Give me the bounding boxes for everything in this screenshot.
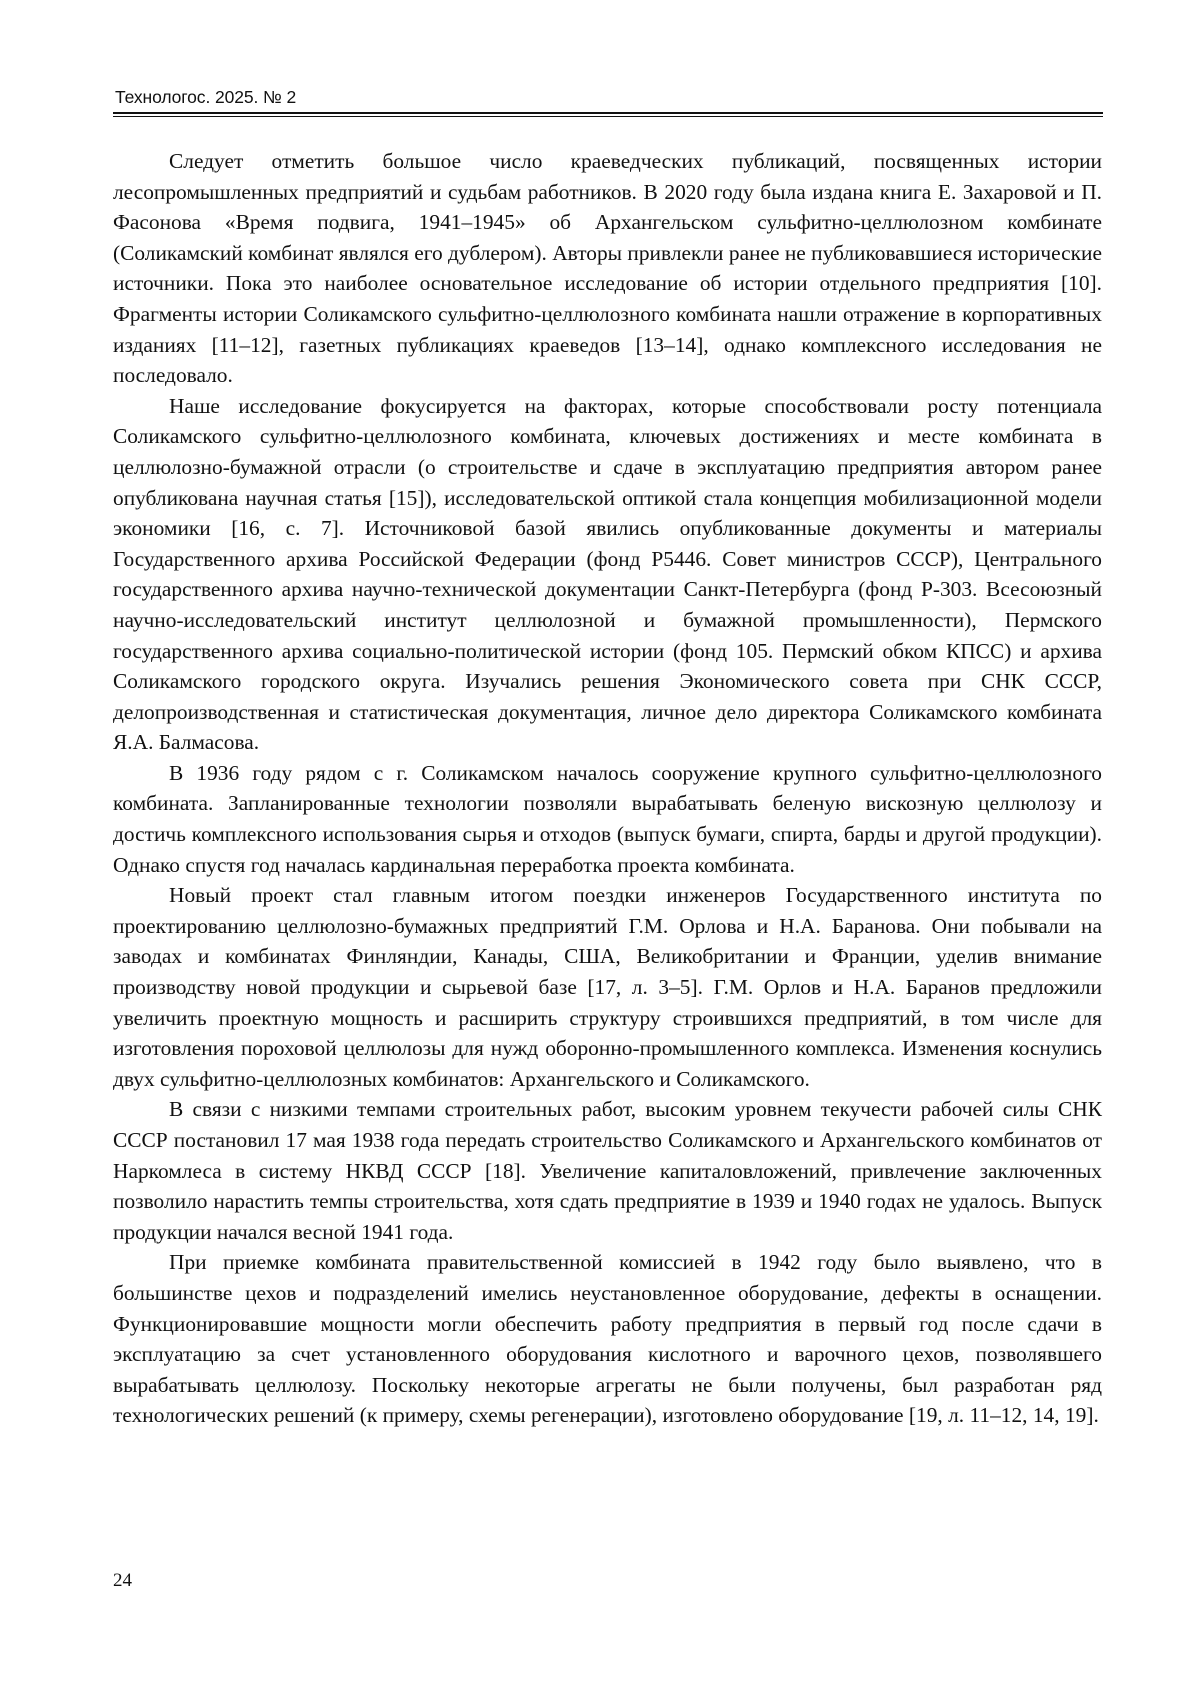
journal-title: Технологос. 2025. № 2 xyxy=(115,87,297,107)
paragraph: При приемке комбината правительственной комиссией в 1942 году было выявлено, что в большинстве цехов и подразделений имелись неустановленное оборудование, дефекты в оснащении. Функционировавшие мощности могли обеспечить работу предприятия в первый год после сдачи в эксплуатацию за счет установленного оборудования кислотного и варочного цехов, позволявшего вырабатывать целлюлозу. Поскольку некоторые агрегаты не были получены, был разработан ряд технологических решений (к примеру, схемы регенерации), изготовлено оборудование [19, л. 11–12, 14, 19]. xyxy=(113,1250,1102,1428)
paragraph: В связи с низкими темпами строительных работ, высоким уровнем текучести рабочей силы СНК СССР постановил 17 мая 1938 года передать строительство Соликамского и Архангельского комбинатов от Наркомлеса в систему НКВД СССР [18]. Увеличение капиталовложений, привлечение заключенных позволило нарастить темпы строительства, хотя сдать предприятие в 1939 и 1940 годах не удалось. Выпуск продукции начался весной 1941 года. xyxy=(113,1097,1102,1244)
paragraph: Новый проект стал главным итогом поездки инженеров Государственного института по проектированию целлюлозно-бумажных предприятий Г.М. Орлова и Н.А. Баранова. Они побывали на заводах и комбинатах Финляндии, Канады, США, Великобритании и Франции, уделив внимание производству новой продукции и сырьевой базе [17, л. 3–5]. Г.М. Орлов и Н.А. Баранов предложили увеличить проектную мощность и расширить структуру строившихся предприятий, в том числе для изготовления пороховой целлюлозы для нужд оборонно-промышленного комплекса. Изменения коснулись двух сульфитно-целлюлозных комбинатов: Архангельского и Соликамского. xyxy=(113,883,1102,1091)
running-header xyxy=(113,86,1103,117)
paragraph: Наше исследование фокусируется на факторах, которые способствовали росту потенциала Соликамского сульфитно-целлюлозного комбината, ключевых достижениях и месте комбината в целлюлозно-бумажной отрасли (о строительстве и сдаче в эксплуатацию предприятия автором ранее опубликована научная статья [15]), исследовательской оптикой стала концепция мобилизационной модели экономики [16, с. 7]. Источниковой базой явились опубликованные документы и материалы Государственного архива Российской Федерации (фонд Р5446. Совет министров СССР), Центрального государственного архива научно-технической документации Санкт-Петербурга (фонд Р-303. Всесоюзный научно-исследовательский институт целлюлозной и бумажной промышленности), Пермского государственного архива социально-политической истории (фонд 105. Пермский обком КПСС) и архива Соликамского городского округа. Изучались решения Экономического совета при СНК СССР, делопроизводственная и статистическая документация, личное дело директора Соликамского комбината Я.А. Балмасова. xyxy=(113,393,1102,755)
article-body xyxy=(113,146,1102,1431)
paragraph: Следует отметить большое число краеведческих публикаций, посвященных истории лесопромышленных предприятий и судьбам работников. В 2020 году была издана книга Е. Захаровой и П. Фасонова «Время подвига, 1941–1945» об Архангельском сульфитно-целлюлозном комбинате (Соликамский комбинат являлся его дублером). Авторы привлекли ранее не публиковавшиеся исторические источники. Пока это наиболее основательное исследование об истории отдельного предприятия [10]. Фрагменты истории Соликамского сульфитно-целлюлозного комбината нашли отражение в корпоративных изданиях [11–12], газетных публикациях краеведов [13–14], однако комплексного исследования не последовало. xyxy=(113,149,1102,388)
paragraph: В 1936 году рядом с г. Соликамском началось сооружение крупного сульфитно-целлюлозного комбината. Запланированные технологии позволяли вырабатывать беленую вискозную целлюлозу и достичь комплексного использования сырья и отходов (выпуск бумаги, спирта, барды и другой продукции). Однако спустя год началась кардинальная переработка проекта комбината. xyxy=(113,760,1102,877)
header-rule-thin xyxy=(113,116,1103,117)
page-number: 24 xyxy=(113,1570,132,1591)
